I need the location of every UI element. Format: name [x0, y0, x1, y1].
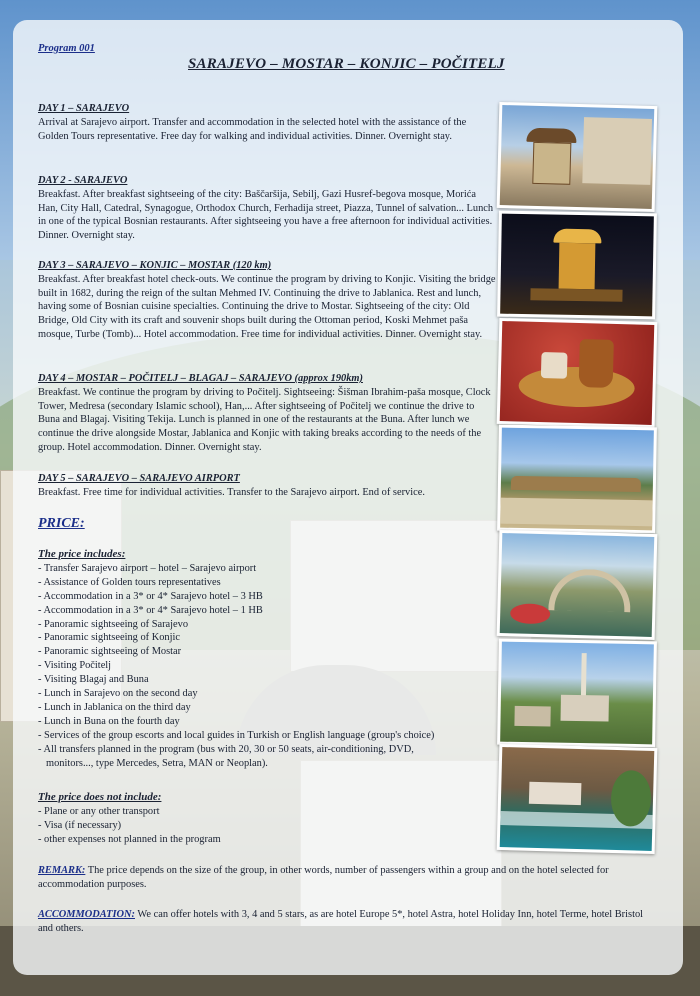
list-item: - Transfer Sarajevo airport – hotel – Sarajevo airport [38, 562, 257, 574]
day-1 [38, 102, 496, 143]
includes-list [38, 562, 496, 771]
list-item: - Lunch in Sarajevo on the second day [38, 688, 198, 700]
blagaj-tekija-photo [497, 744, 658, 854]
list-item: - Plane or any other transport [38, 805, 160, 817]
list-item: - Panoramic sightseeing of Sarajevo [38, 618, 189, 630]
list-item: - All transfers planned in the program (bus with 20, 30 or 50 seats, air-conditioning, DVD, [38, 743, 414, 755]
includes-heading: The price includes: [38, 548, 126, 560]
mostar-old-bridge-photo [497, 530, 658, 640]
sebilj-fountain-night-photo [497, 211, 657, 320]
day-heading: DAY 4 – MOSTAR – POČITELJ – BLAGAJ – SARAJEVO (approx 190km) [38, 373, 363, 384]
day-3 [38, 259, 496, 342]
day-4 [38, 372, 496, 455]
list-item-continuation: monitors..., type Mercedes, Setra, MAN or Neoplan). [46, 757, 268, 769]
list-item: - Lunch in Buna on the fourth day [38, 715, 180, 727]
day-heading: DAY 1 – SARAJEVO [38, 103, 130, 114]
program-label: Program 001 [38, 43, 95, 54]
bosnian-coffee-photo [497, 318, 658, 428]
day-text: Breakfast. Free time for individual activities. Transfer to the Sarajevo airport. End of service. [38, 486, 425, 498]
list-item: - Visiting Počitelj [38, 660, 112, 672]
list-item: - Services of the group escorts and local guides in Turkish or English language (group's choice) [38, 729, 435, 741]
pocitelj-photo [497, 639, 657, 748]
sebilj-fountain-day-photo [497, 102, 658, 212]
day-5 [38, 472, 496, 500]
list-item: - Assistance of Golden tours representatives [38, 576, 221, 588]
list-item [38, 757, 496, 771]
program-label-wrap [38, 38, 496, 56]
accommodation [38, 908, 658, 936]
remark [38, 864, 658, 892]
day-heading: DAY 3 – SARAJEVO – KONJIC – MOSTAR (120 km) [38, 260, 272, 271]
konjic-bridge-photo [497, 425, 657, 534]
page-title: SARAJEVO – MOSTAR – KONJIC – POČITELJ [188, 56, 505, 72]
list-item: - Lunch in Jablanica on the third day [38, 701, 191, 713]
list-item: - Visa (if necessary) [38, 819, 122, 831]
excludes-list [38, 805, 496, 847]
list-item: - Panoramic sightseeing of Konjic [38, 632, 180, 644]
list-item: - Accommodation in a 3* or 4* Sarajevo hotel – 3 HB [38, 590, 263, 602]
list-item: - Visiting Blagaj and Buna [38, 674, 149, 686]
day-2 [38, 174, 496, 243]
day-text: Arrival at Sarajevo airport. Transfer and accommodation in the selected hotel with the assistance of the Golden Tours representative. Free day for walking and individual activities. Dinner. Overnight stay. [38, 116, 467, 142]
price-excludes [38, 791, 496, 847]
list-item: - Accommodation in a 3* or 4* Sarajevo hotel – 1 HB [38, 604, 263, 616]
day-text: Breakfast. After breakfast hotel check-outs. We continue the program by driving to Konjic. Visiting the bridge built in 1682, during the reign of the sultan Mehmed IV. Continuing the drive to Jablanica. Rest and lunch, having some of Bosnian cuisine specialties. Continuing the drive to Mostar. Sightseeing of the city: Old Bridge, Old City with its craft and souvenir shops built during the Ottoman period, Koski Mehmet paša mosque, Turbe (Tomb)... Hotel accommodation. Free time for individual activities. Dinner. Overnight stay. [38, 273, 496, 340]
excludes-heading: The price does not include: [38, 791, 162, 803]
day-heading: DAY 5 – SARAJEVO – SARAJEVO AIRPORT [38, 473, 240, 484]
price-includes [38, 548, 496, 771]
day-text: Breakfast. After breakfast sightseeing of the city: Baščaršija, Sebilj, Gazi Husref-begova mosque, Morića Han, City Hall, Catedral, Synagogue, Orthodox Church, Ferhadija street, Piazza, Tunnel of salvation... Lunch in one of the typical Bosnian restaurants. After sightseeing you have a free afternoon for individual activities. Dinner. Overnight stay. [38, 188, 494, 242]
accommodation-text: We can offer hotels with 3, 4 and 5 stars, as are hotel Europe 5*, hotel Astra, hotel Holiday Inn, hotel Terme, hotel Bristol and others. [38, 909, 644, 934]
accommodation-label: ACCOMMODATION: [38, 909, 135, 920]
remark-label: REMARK: [38, 865, 86, 876]
day-text: Breakfast. We continue the program by driving to Počitelj. Sightseeing: Šišman Ibrahim-paša mosque, Clock Tower, Medresa (secondary Islamic school), Han,... After sightseeing of Počitelj we continue the drive to Buna and Blagaj. Visiting Tekija. Lunch is planned in one of the restaurants at the Buna. After lunch we continue the drive alongside Mostar, Jablanica and Konjic with taking breaks according to the needs of the group. Hotel accommodation. Dinner. Overnight stay. [38, 386, 491, 453]
list-item: - Panoramic sightseeing of Mostar [38, 646, 182, 658]
list-item: - other expenses not planned in the program [38, 833, 221, 845]
price-heading: PRICE: [38, 516, 85, 531]
day-heading: DAY 2 - SARAJEVO [38, 175, 128, 186]
remark-text: The price depends on the size of the group, in other words, number of passengers within a group and on the hotel selected for accommodation purposes. [38, 865, 609, 890]
